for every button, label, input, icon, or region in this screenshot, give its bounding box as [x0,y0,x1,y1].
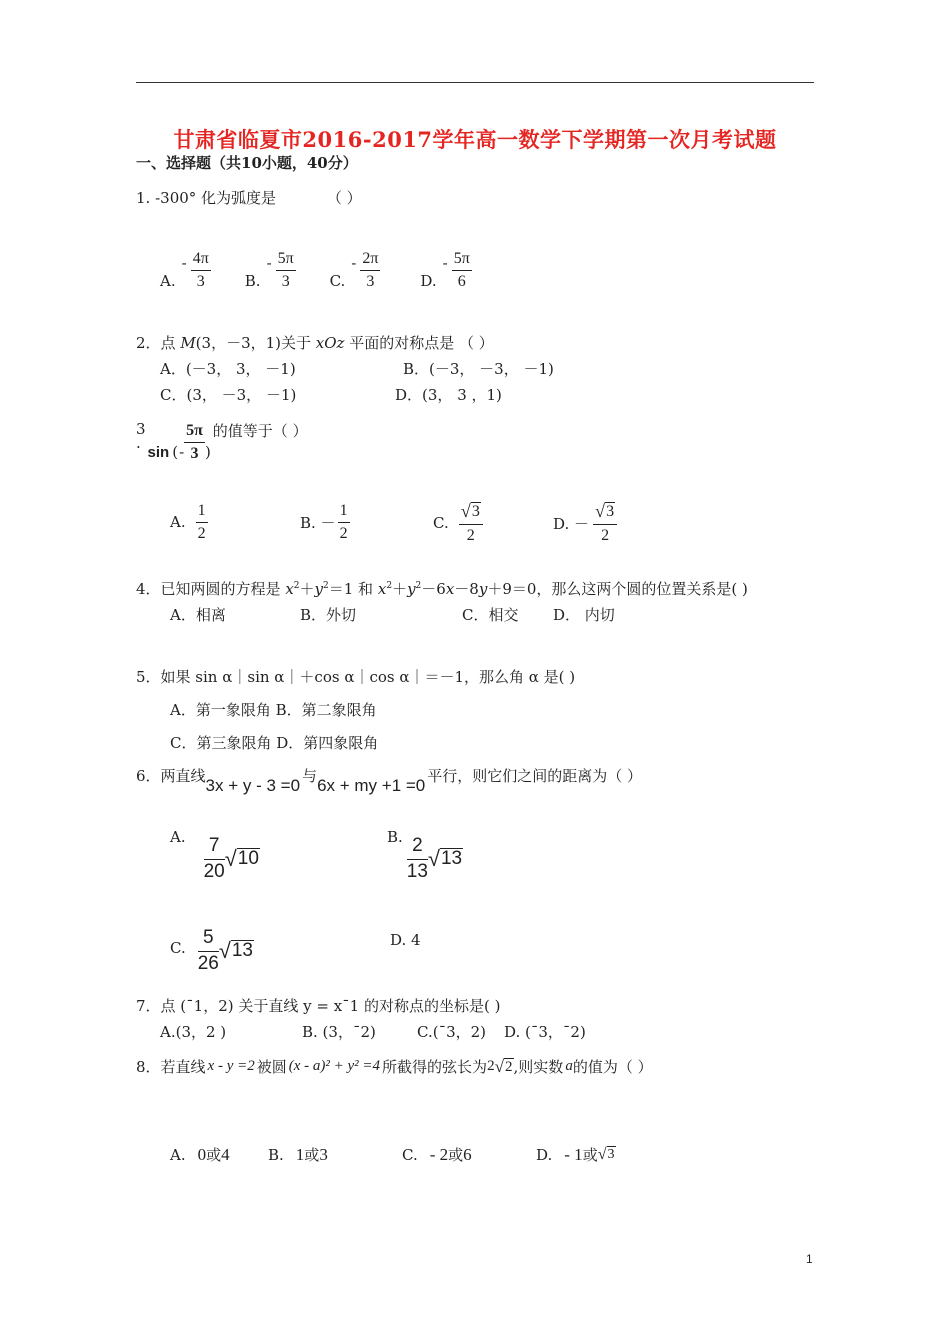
q6-line1: 3x + y - 3 =0 [205,776,301,795]
q3-option-c: C. √ 3 2 [433,502,483,544]
q8-option-b: B. 1 或 3 [268,1144,328,1164]
q1-option-d: D. - $\frac{5\pi}{6}$ [420,250,470,291]
q2-option-d: D．(3， 3 ，1) [395,386,502,404]
q4-option-d: D． 内切 [553,606,615,624]
q3-stem: 3 . sin ( - $\frac{5\pi}{3}$ ) 的值等于（ ） [136,420,308,462]
q1-option-a: A. - $\frac{4\pi}{3}$ [160,250,209,291]
q1-answer-paren: （ ） [326,189,362,207]
q7-option-b: B. (3，ˉ2) [302,1023,376,1041]
q2-option-a: A．(－3， 3， －1) [160,360,296,378]
q4-option-a: A．相离 [170,606,226,624]
q8-option-a: A. 0 或 4 [170,1144,230,1164]
q8-option-d: D. - 1 或 √ 3 [536,1144,615,1164]
q8-line: x - y =2 [207,1058,255,1074]
q3-option-d: D. － √ 3 2 [553,502,617,544]
q6-line2: 6x + my +1 =0 [317,776,426,795]
q7-option-a: A.(3，2 ) [160,1023,227,1041]
q6-option-c: C. $\frac{5}{26}$ √ 13 [170,927,253,974]
q6-option-b: B. $\frac{2}{13}$ √ 13 [387,828,463,882]
q7-stem: 7．点 (ˉ1，2) 关于直线 y = xˉ1 的对称点的坐标是( ) [136,997,501,1015]
q1-option-b: B. - $\frac{5\pi}{3}$ [244,250,294,291]
q6-option-d: D. 4 [390,931,421,949]
q5-stem: 5．如果 sin α｜sin α｜＋cos α｜cos α｜＝－1，那么角 α 是( ) [136,668,576,686]
q3-option-a: A. $\frac{1}{2}$ [170,502,206,542]
q3-expression: sin ( - $\frac{5\pi}{3}$ ) [147,422,211,462]
q2-option-c: C．(3， －3， －1) [160,386,297,404]
q1-d-fraction: $\frac{5\pi}{6}$ [453,250,470,290]
q6-option-a: A. $\frac{7}{20}$ √ 10 [170,828,259,882]
q8-option-c: C. - 2 或 6 [402,1144,472,1164]
q2-stem: 2．点 M(3，－3，1)关于 xOz 平面的对称点是 （ ） [136,334,494,352]
q8-circle: (x - a)² + y² =4 [288,1058,381,1074]
q4-option-b: B．外切 [300,606,357,624]
q7-option-d: D. (ˉ3，ˉ2) [504,1023,586,1041]
q1-stem-text: 1. -300° 化为弧度是 [136,189,277,207]
q2-option-b: B．(－3， －3， －1) [403,360,554,378]
q1-options [160,250,500,290]
q3-option-b: B. － $\frac{1}{2}$ [300,502,348,542]
q7-option-c: C.(ˉ3，2) [417,1023,487,1041]
header-rule [136,82,814,83]
q5-options-cd: C．第三象限角 D．第四象限角 [170,734,379,752]
q4-stem: 4．已知两圆的方程是 $x^2+y^2=1$ 和 $x^2+y^2-6x-8y+9=0$，那么这两个圆的位置关系是( ) [136,580,748,598]
q3-fraction: $\frac{5\pi}{3}$ [186,422,203,462]
q1-a-fraction: $\frac{4\pi}{3}$ [192,250,209,290]
section-heading: 一、选择题（共10小题，40分） [136,154,358,172]
q6-stem: 6．两直线 3x + y - 3 =0 与 6x + my +1 =0 平行，则它们之间的距离为（ ） [136,767,643,795]
page-number: 1 [806,1252,813,1266]
q4-option-c: C．相交 [462,606,519,624]
q1-b-fraction: $\frac{5\pi}{3}$ [277,250,294,290]
q5-options-ab: A．第一象限角 B．第二象限角 [170,701,377,719]
page-title: 甘肃省临夏市2016-2017学年高一数学下学期第一次月考试题 [173,127,777,152]
q1-stem [136,187,362,208]
q1-option-c: C. - $\frac{2\pi}{3}$ [329,250,379,291]
q1-c-fraction: $\frac{2\pi}{3}$ [362,250,379,290]
q8-stem: 8．若直线 x - y =2 被圆 (x - a)² + y² =4 所截得的弦长为 2 √ 2 ,则实数 a 的值为（ ） [136,1057,653,1076]
